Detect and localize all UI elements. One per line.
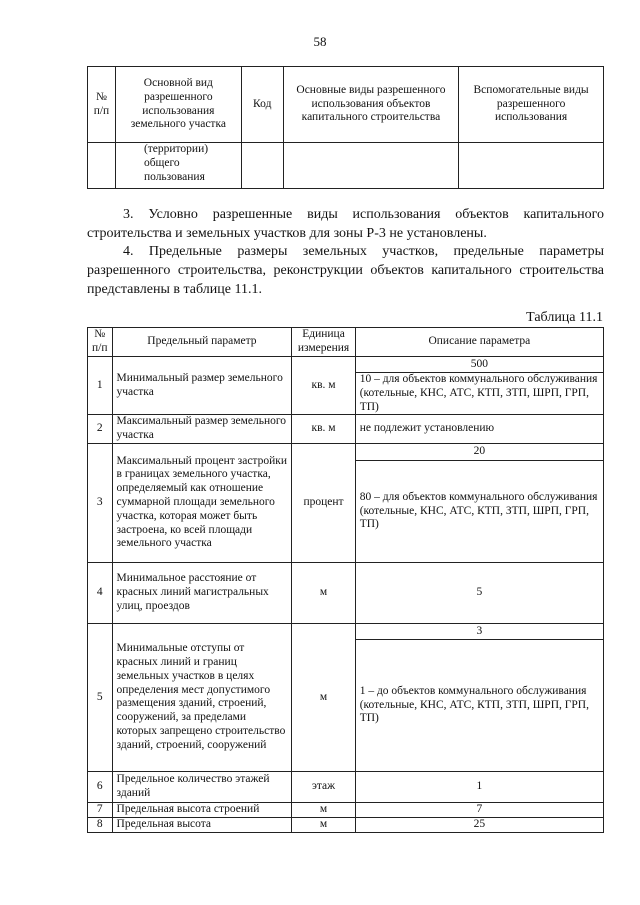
unit-cell: кв. м xyxy=(292,357,355,415)
unit-cell: м xyxy=(292,802,355,817)
table-cell: (территории) общего пользования xyxy=(115,143,241,189)
row-number: 6 xyxy=(88,771,113,802)
desc-cell: 5 xyxy=(355,562,603,623)
table-cell xyxy=(241,143,283,189)
zoning-table-continuation xyxy=(87,66,604,189)
row-number: 8 xyxy=(88,817,113,832)
row-number: 5 xyxy=(88,623,113,771)
desc-cell: 1 – до объектов коммунального обслуживания (котельные, КНС, АТС, КТП, ЗТП, ШРП, ГРП, ТП) xyxy=(355,639,603,771)
param-cell: Предельная высота xyxy=(112,817,292,832)
param-cell: Минимальные отступы от красных линий и границ земельных участков в целях определения мест допустимого размещения зданий, строений, сооружений, за пределами которых запрещено строительство зданий, строений, сооружений xyxy=(112,623,292,771)
param-cell: Предельное количество этажей зданий xyxy=(112,771,292,802)
header-cell: Вспомогательные виды разрешенного использования xyxy=(459,67,604,143)
table-header-row xyxy=(88,67,604,143)
param-cell: Максимальный процент застройки в границах земельного участка, определяемый как отношение суммарной площади земельного участка, которая может быть застроена, ко всей площади земельного участка xyxy=(112,443,292,562)
param-cell: Предельная высота строений xyxy=(112,802,292,817)
header-cell: Основной вид разрешенного использования земельного участка xyxy=(115,67,241,143)
table-row xyxy=(88,443,604,460)
header-cell: № п/п xyxy=(88,328,113,357)
row-number: 4 xyxy=(88,562,113,623)
paragraph-4: 4. Предельные размеры земельных участков, предельные параметры разрешенного строительства, реконструкции объектов капитального строительства представлены в таблице 11.1. xyxy=(87,244,604,297)
paragraph-3: 3. Условно разрешенные виды использования объектов капитального строительства и земельных участков для зоны Р-3 не установлены. xyxy=(87,207,604,241)
unit-cell: м xyxy=(292,562,355,623)
desc-cell: 10 – для объектов коммунального обслуживания (котельные, КНС, АТС, КТП, ЗТП, ШРП, ГРП, ТП) xyxy=(355,373,603,415)
table-row xyxy=(88,415,604,444)
header-cell: Описание параметра xyxy=(355,328,603,357)
desc-cell: 3 xyxy=(355,623,603,639)
desc-cell: 25 xyxy=(355,817,603,832)
table-cell xyxy=(283,143,459,189)
table-row xyxy=(88,623,604,639)
header-cell: Единица измерения xyxy=(292,328,355,357)
table-row xyxy=(88,143,604,189)
table-caption: Таблица 11.1 xyxy=(526,310,603,325)
desc-cell: не подлежит установлению xyxy=(355,415,603,444)
header-cell: Предельный параметр xyxy=(112,328,292,357)
row-number: 7 xyxy=(88,802,113,817)
unit-cell: этаж xyxy=(292,771,355,802)
table-row xyxy=(88,357,604,373)
table-row xyxy=(88,817,604,832)
desc-cell: 1 xyxy=(355,771,603,802)
param-cell: Минимальное расстояние от красных линий магистральных улиц, проездов xyxy=(112,562,292,623)
param-cell: Максимальный размер земельного участка xyxy=(112,415,292,444)
parameters-table xyxy=(87,327,604,833)
table-cell xyxy=(88,143,116,189)
table-header-row xyxy=(88,328,604,357)
param-cell: Минимальный размер земельного участка xyxy=(112,357,292,415)
unit-cell: м xyxy=(292,817,355,832)
row-number: 1 xyxy=(88,357,113,415)
unit-cell: процент xyxy=(292,443,355,562)
table-cell xyxy=(459,143,604,189)
row-number: 2 xyxy=(88,415,113,444)
desc-cell: 80 – для объектов коммунального обслуживания (котельные, КНС, АТС, КТП, ЗТП, ШРП, ГРП, ТП) xyxy=(355,460,603,562)
table-row xyxy=(88,802,604,817)
unit-cell: кв. м xyxy=(292,415,355,444)
header-cell: Основные виды разрешенного использования объектов капитального строительства xyxy=(283,67,459,143)
header-cell: № п/п xyxy=(88,67,116,143)
page-number: 58 xyxy=(313,34,327,49)
desc-cell: 500 xyxy=(355,357,603,373)
unit-cell: м xyxy=(292,623,355,771)
desc-cell: 7 xyxy=(355,802,603,817)
row-number: 3 xyxy=(88,443,113,562)
table-row xyxy=(88,771,604,802)
desc-cell: 20 xyxy=(355,443,603,460)
header-cell: Код xyxy=(241,67,283,143)
table-row xyxy=(88,562,604,623)
